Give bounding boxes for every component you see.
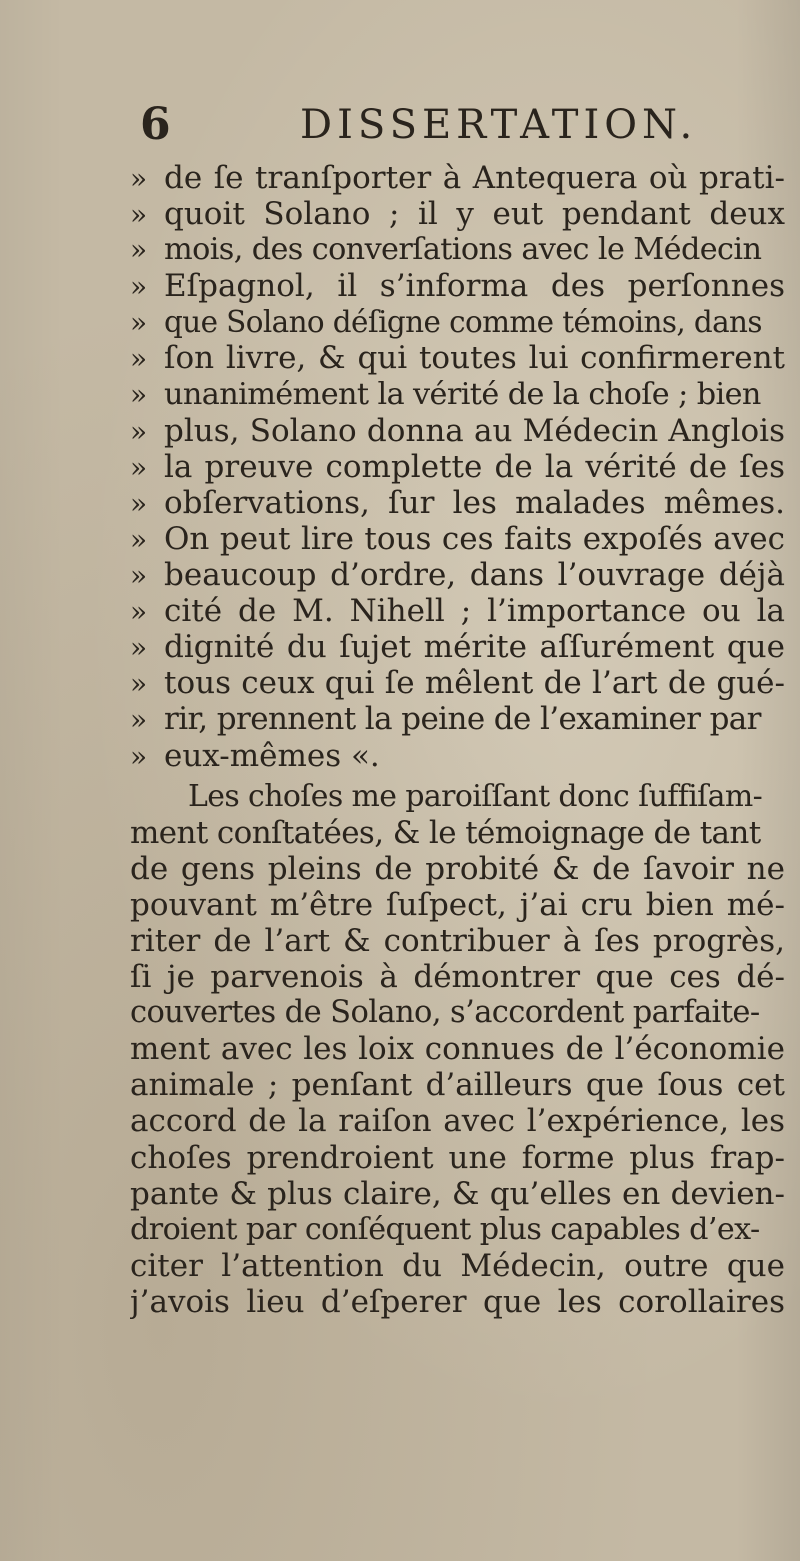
line-text: la preuve complette de la vérité de ſes [164, 448, 785, 485]
line-text: animale ; penſant d’ailleurs que ſous cet [130, 1067, 785, 1104]
text-line [130, 701, 785, 737]
line-text: accord de la raiſon avec l’expérience, les [130, 1103, 785, 1140]
line-text: dignité du ſujet mérite aſſurément que [164, 629, 785, 666]
paragraph [130, 779, 785, 1320]
line-text: couvertes de Solano, s’accordent parfaite- [130, 995, 760, 1031]
text-line [130, 521, 785, 557]
quote-mark: » [130, 739, 148, 773]
text-line [130, 665, 785, 701]
quote-mark: » [130, 631, 148, 665]
text-line [130, 557, 785, 593]
line-text: riter de l’art & contribuer à ſes progrès, [130, 922, 785, 959]
text-line [130, 629, 785, 665]
text-line [130, 1248, 785, 1284]
line-text: ment conſtatées, & le témoignage de tant [130, 814, 761, 851]
line-text: beaucoup d’ordre, dans l’ouvrage déjà [164, 557, 785, 594]
quote-mark: » [130, 414, 148, 448]
quote-mark: » [130, 667, 148, 701]
line-text: citer l’attention du Médecin, outre que [130, 1247, 785, 1284]
line-text: Les choſes me paroiſſant donc ſuffiſam- [188, 778, 763, 814]
quote-mark: » [130, 342, 148, 376]
quote-mark: » [130, 198, 148, 232]
line-text: eux-mêmes «. [164, 737, 380, 774]
text-line [130, 196, 785, 232]
text-line [130, 923, 785, 959]
line-text: plus, Solano donna au Médecin Anglois [164, 412, 785, 449]
line-text: choſes prendroient une forme plus frap- [130, 1139, 785, 1176]
text-line [130, 340, 785, 376]
quote-mark: » [130, 522, 148, 556]
text-line [130, 779, 785, 815]
quoted-passage [130, 160, 785, 774]
page-number: 6 [140, 99, 171, 150]
text-line [130, 593, 785, 629]
text-line [130, 160, 785, 196]
line-text: quoit Solano ; il y eut pendant deux [164, 196, 785, 233]
quote-mark: » [130, 559, 148, 593]
quote-mark: » [130, 162, 148, 195]
line-text: obſervations, ſur les malades mêmes. [164, 484, 785, 521]
quote-mark: » [130, 486, 148, 520]
running-title: DISSERTATION. [300, 102, 698, 148]
text-line [130, 1067, 785, 1103]
line-text: Eſpagnol, il s’informa des perſonnes [164, 268, 785, 305]
text-line [130, 268, 785, 304]
text-line [130, 1031, 785, 1067]
text-line [130, 1212, 785, 1248]
line-text: tous ceux qui ſe mêlent de l’art de gué- [164, 665, 785, 702]
quote-mark: » [130, 595, 148, 629]
line-text: pouvant m’être ſuſpect, j’ai cru bien mé- [130, 886, 785, 923]
text-line [130, 1176, 785, 1212]
text-line [130, 1140, 785, 1176]
text-line [130, 1103, 785, 1139]
line-text: On peut lire tous ces faits expoſés avec [164, 520, 785, 557]
body-text [130, 160, 785, 1320]
text-line [130, 413, 785, 449]
line-text: mois, des converſations avec le Médecin [164, 232, 762, 268]
text-line [130, 304, 785, 340]
line-text: unanimément la vérité de la choſe ; bien [164, 376, 761, 412]
text-line [130, 377, 785, 413]
line-text: ſon livre, & qui toutes lui confirmerent [164, 340, 785, 377]
line-text: droient par conſéquent plus capables d’ex- [130, 1211, 760, 1247]
quote-mark: » [130, 703, 148, 737]
line-text: ſi je parvenois à démontrer que ces dé- [130, 959, 785, 996]
line-text: rir, prennent la peine de l’examiner par [164, 701, 761, 738]
text-line [130, 485, 785, 521]
line-text: de gens pleins de probité & de ſavoir ne [130, 850, 785, 887]
text-line [130, 232, 785, 268]
line-text: de ſe tranſporter à Antequera où prati- [164, 160, 785, 196]
text-line [130, 887, 785, 923]
page-header [140, 100, 780, 150]
line-text: que Solano déſigne comme témoins, dans [164, 305, 762, 340]
quote-mark: » [130, 270, 148, 304]
text-line [130, 959, 785, 995]
quote-mark: » [130, 306, 148, 340]
quote-mark: » [130, 450, 148, 484]
text-line [130, 1284, 785, 1320]
text-line [130, 449, 785, 485]
text-line [130, 815, 785, 851]
line-text: j’avois lieu d’eſperer que les corollaires [130, 1283, 785, 1320]
line-text: cité de M. Nihell ; l’importance ou la [164, 593, 785, 630]
quote-mark: » [130, 377, 148, 411]
line-text: pante & plus claire, & qu’elles en devien- [130, 1175, 785, 1212]
line-text: ment avec les loix connues de l’économie [130, 1031, 785, 1068]
text-line [130, 851, 785, 887]
text-line [130, 995, 785, 1031]
text-line [130, 738, 785, 774]
quote-mark: » [130, 233, 148, 267]
